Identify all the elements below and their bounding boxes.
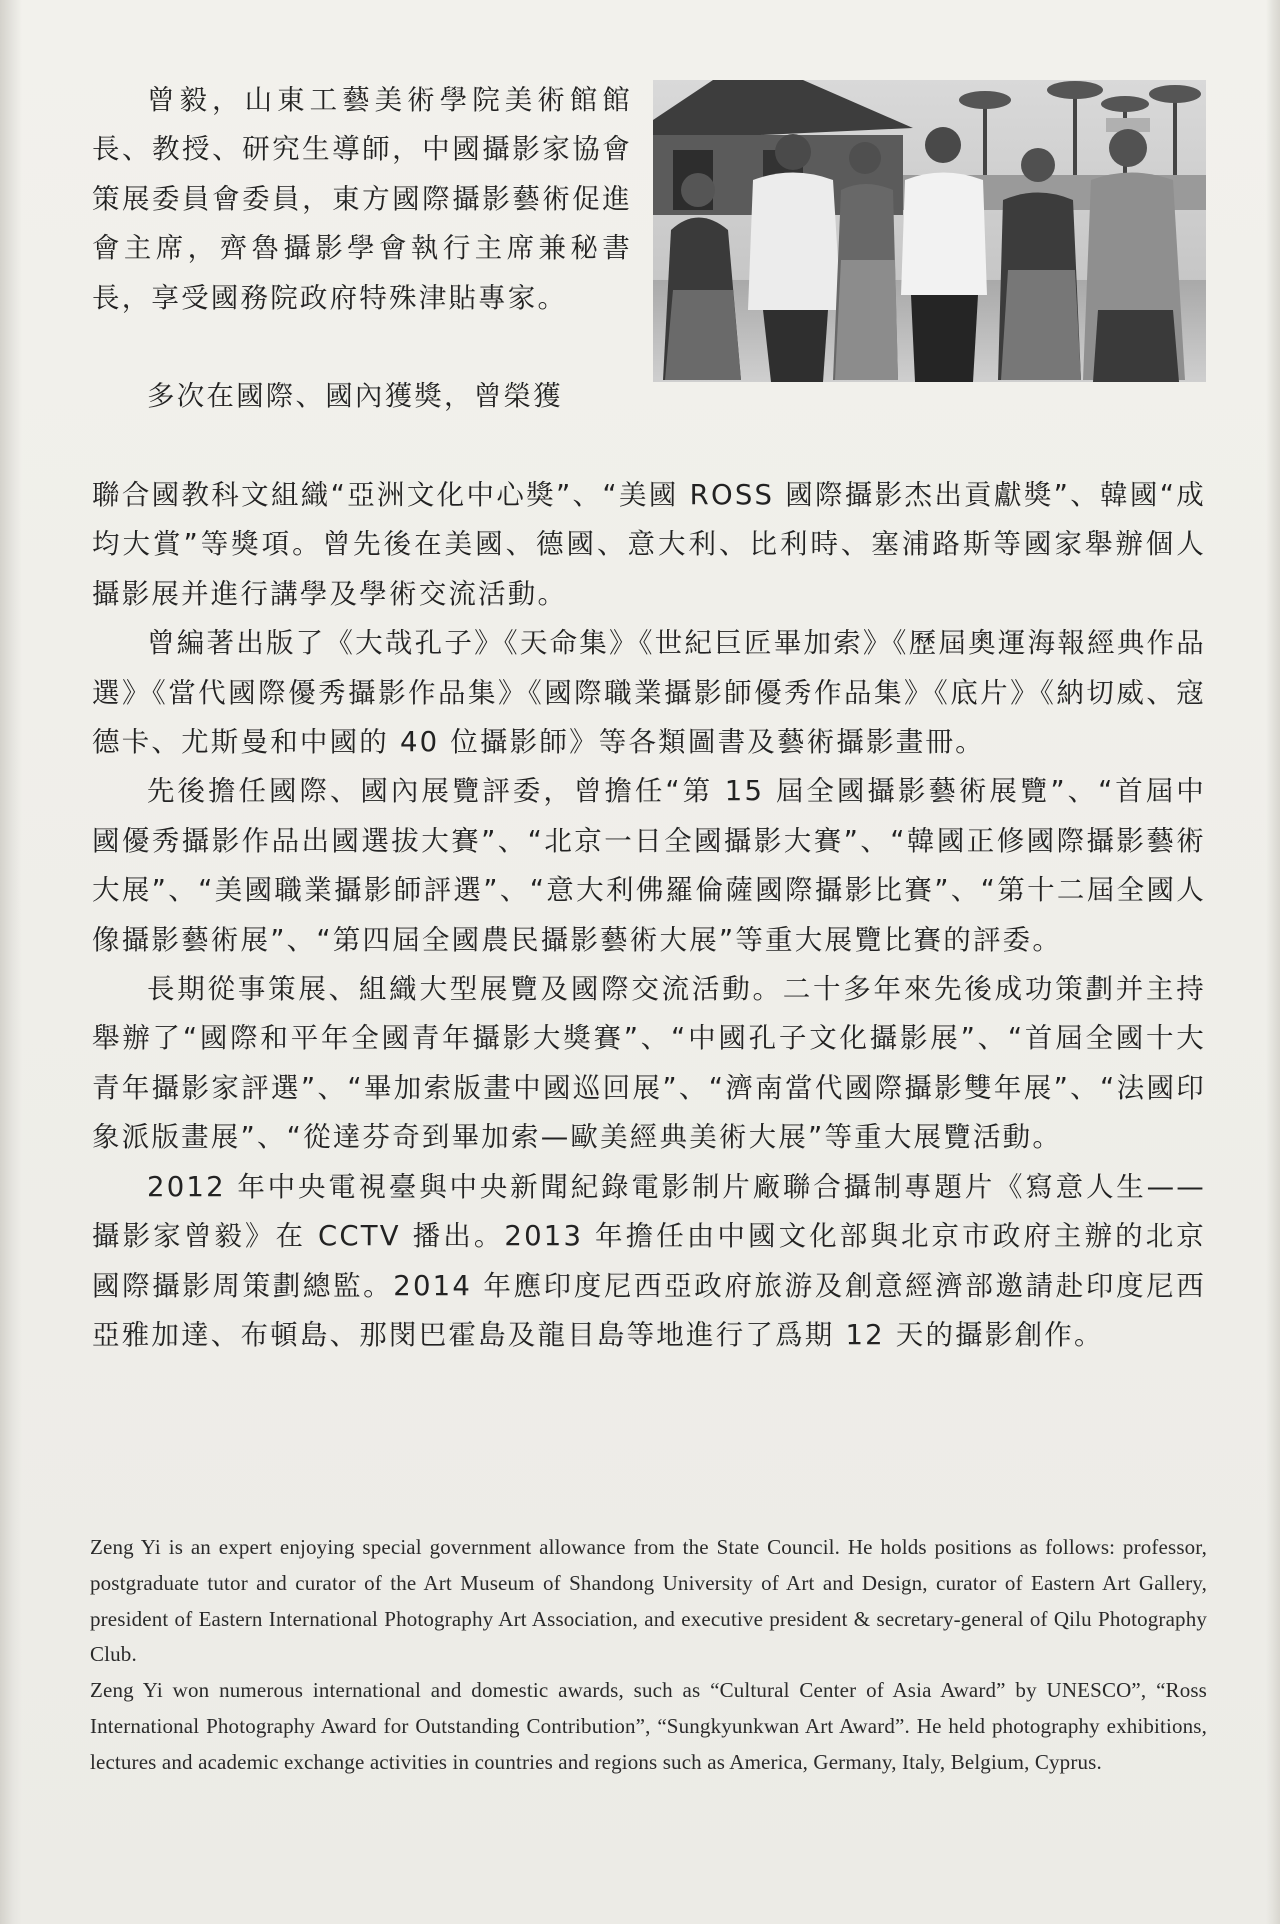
publications-paragraph: 曾編著出版了《大哉孔子》《天命集》《世紀巨匠畢加索》《歷屆奧運海報經典作品選》《當代國際優秀攝影作品集》《國際職業攝影師優秀作品集》《底片》《納切威、寇德卡、尤斯曼和中國的 40 位攝影師》等各類圖書及藝術攝影畫冊。	[92, 627, 1206, 759]
english-bio	[90, 1530, 1207, 1781]
awards-paragraph-start	[92, 372, 632, 421]
chinese-main-body	[92, 471, 1206, 1360]
english-paragraph-1: Zeng Yi is an expert enjoying special government allowance from the State Council. He holds positions as follows: professor, postgraduate tutor and curator of the Art Museum of Shandong University of Art and Design, curator of Eastern Art Gallery, president of Eastern International Photography Art Association, and executive president & secretary-general of Qilu Photography Club.	[90, 1535, 1207, 1667]
page-edge-shadow	[1266, 0, 1280, 1924]
bio-intro-text: 曾毅，山東工藝美術學院美術館館長、教授、研究生導師，中國攝影家協會策展委員會委員，東方國際攝影藝術促進會主席，齊魯攝影學會執行主席兼秘書長，享受國務院政府特殊津貼專家。	[92, 84, 632, 314]
curation-paragraph: 長期從事策展、組織大型展覽及國際交流活動。二十多年來先後成功策劃并主持舉辦了“國際和平年全國青年攝影大獎賽”、“中國孔子文化攝影展”、“首屆全國十大青年攝影家評選”、“畢加索版畫中國巡回展”、“濟南當代國際攝影雙年展”、“法國印象派版畫展”、“從達芬奇到畢加索—歐美經典美術大展”等重大展覽活動。	[92, 973, 1206, 1154]
awards-paragraph: 聯合國教科文組織“亞洲文化中心獎”、“美國 ROSS 國際攝影杰出貢獻獎”、韓國“成均大賞”等獎項。曾先後在美國、德國、意大利、比利時、塞浦路斯等國家舉辦個人攝影展并進行講學及學術交流活動。	[92, 479, 1206, 610]
group-photo	[653, 80, 1206, 382]
awards-intro-text: 多次在國際、國內獲獎，曾榮獲	[147, 380, 563, 412]
jury-paragraph: 先後擔任國際、國內展覽評委，曾擔任“第 15 屆全國攝影藝術展覽”、“首屆中國優秀攝影作品出國選拔大賽”、“北京一日全國攝影大賽”、“韓國正修國際攝影藝術大展”、“美國職業攝影師評選”、“意大利佛羅倫薩國際攝影比賽”、“第十二屆全國人像攝影藝術展”、“第四屆全國農民攝影藝術大展”等重大展覽比賽的評委。	[92, 775, 1206, 956]
page-binding-shadow	[0, 0, 22, 1924]
bio-paragraph-intro	[92, 76, 632, 323]
group-photo-icon	[653, 80, 1206, 382]
english-paragraph-2: Zeng Yi won numerous international and domestic awards, such as “Cultural Center of Asia Award” by UNESCO”, “Ross International Photography Award for Outstanding Contribution”, “Sungkyunkwan Art Award”. He held photography exhibitions, lectures and academic exchange activities in countries and regions such as America, Germany, Italy, Belgium, Cyprus.	[90, 1678, 1207, 1774]
recent-activities-paragraph: 2012 年中央電視臺與中央新聞紀錄電影制片廠聯合攝制專題片《寫意人生——攝影家曾毅》在 CCTV 播出。2013 年擔任由中國文化部與北京市政府主辦的北京國際攝影周策劃總監。2014 年應印度尼西亞政府旅游及創意經濟部邀請赴印度尼西亞雅加達、布頓島、那閔巴霍島及龍目島等地進行了爲期 12 天的攝影創作。	[92, 1170, 1206, 1351]
